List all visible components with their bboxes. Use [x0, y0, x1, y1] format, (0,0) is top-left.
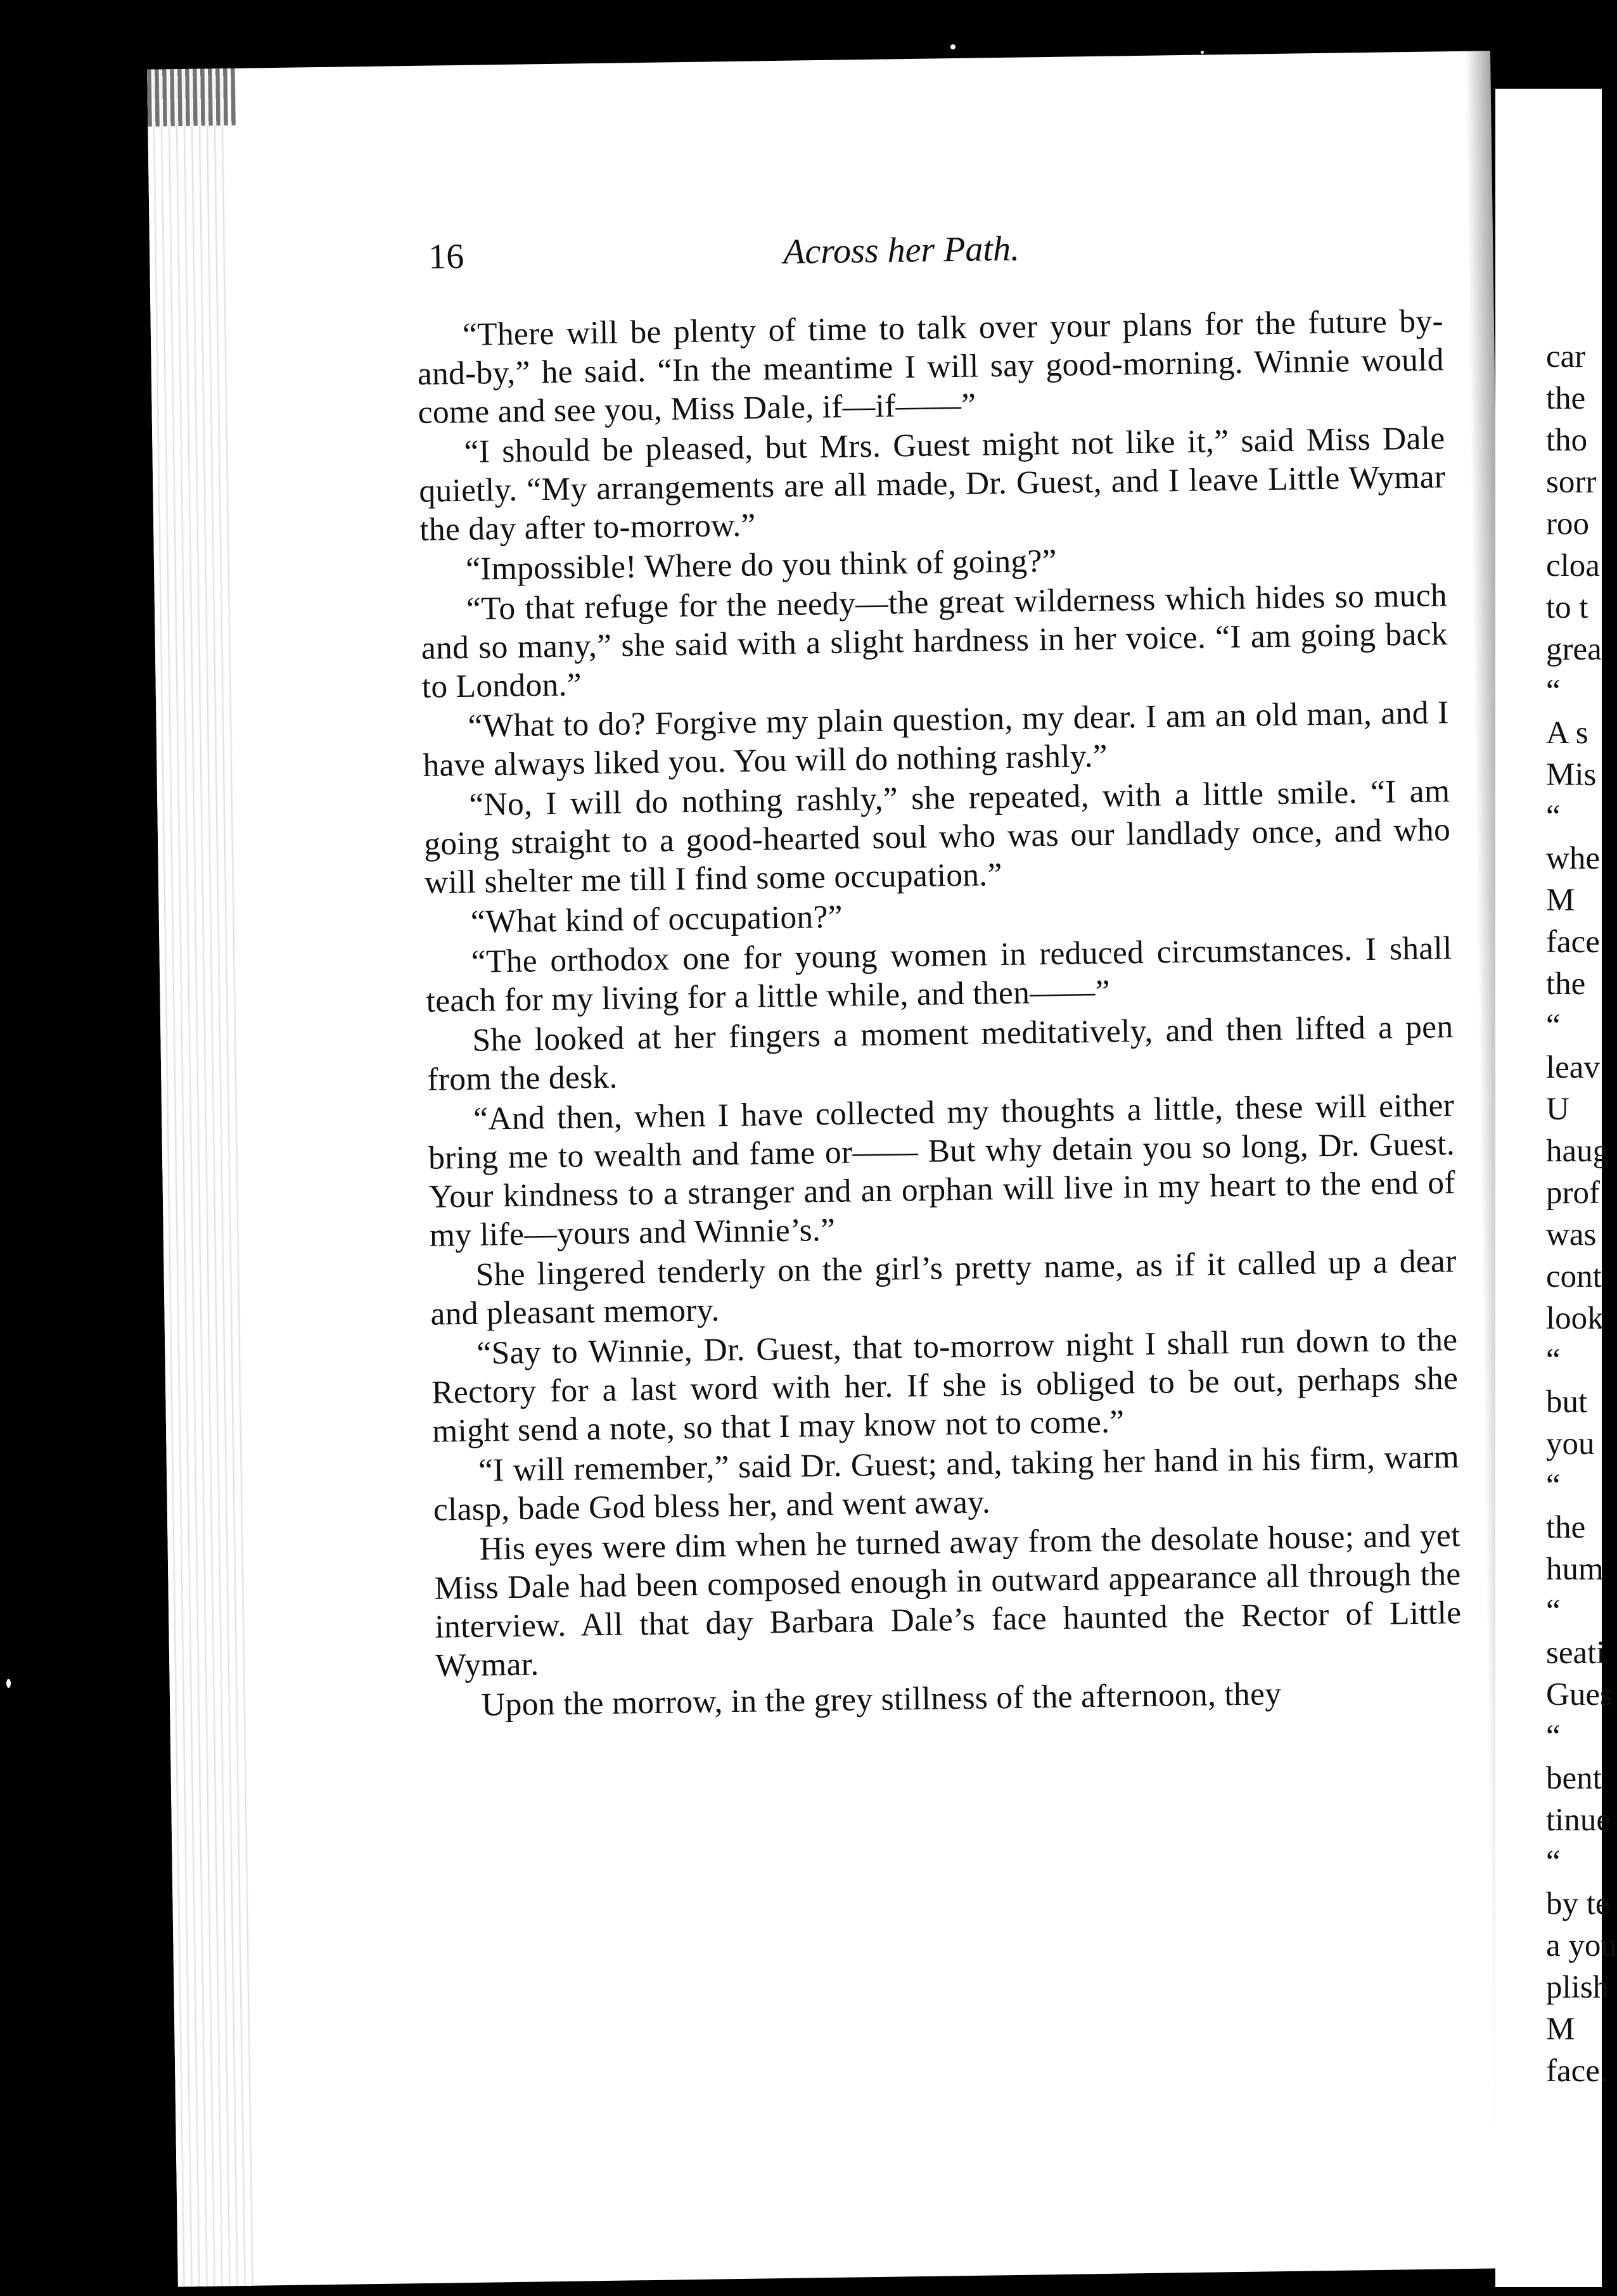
book-page [147, 51, 1521, 2286]
facing-page-fragment: you [1546, 1426, 1595, 1462]
paragraph: Upon the morrow, in the grey stillness of the afternoon, they [481, 1676, 1282, 1723]
paragraph: “What kind of occupation?” [470, 898, 843, 940]
scan-speck [6, 1679, 11, 1688]
facing-page-fragment: bent [1546, 1761, 1602, 1796]
facing-page-fragment: prof [1546, 1175, 1600, 1211]
facing-page-fragment: a you [1546, 1928, 1617, 1963]
page-header [428, 223, 1405, 300]
page-number: 16 [428, 236, 464, 277]
paragraph: His eyes were dim when he turned away from the desolate house; and yet Miss Dale had been composed enough in outward appearance all through the interview. All that day Barbara Dale’s face haunted the Rector of Little Wymar. [434, 1517, 1462, 1684]
page-edge-top-shading [147, 68, 236, 127]
facing-page-fragment: “ [1546, 1008, 1561, 1043]
facing-page-fragment: “ [1546, 1468, 1561, 1503]
facing-page-fragment: leav [1546, 1050, 1600, 1085]
facing-page-text [1546, 336, 1617, 2092]
facing-page-fragment: the [1546, 1510, 1586, 1545]
facing-page-fragment: “ [1546, 1593, 1561, 1629]
facing-page-fragment: “ [1546, 1844, 1561, 1880]
facing-page-fragment: but [1546, 1384, 1588, 1420]
facing-page-fragment: look [1546, 1301, 1604, 1336]
paragraph: “The orthodox one for young women in reduced circumstances. I shall teach for my living for a little while, and then——” [426, 930, 1453, 1019]
paragraph: “No, I will do nothing rashly,” she repeated, with a little smile. “I am going straight to a good-hearted soul who was our landlady once, and who will shelter me till I find some occupation.” [423, 773, 1451, 901]
facing-page-fragment: U [1546, 1092, 1569, 1127]
scan-speck [950, 44, 955, 49]
paragraph: “I should be pleased, but Mrs. Guest might not like it,” said Miss Dale quietly. “My arrangements are all made, Dr. Guest, and I leave Little Wymar the day after to-morrow.” [419, 420, 1446, 548]
facing-page-fragment: “ [1546, 673, 1561, 709]
running-title: Across her Path. [783, 229, 1020, 272]
facing-page-fragment: face. [1546, 2053, 1608, 2089]
facing-page-fragment: “ [1546, 1343, 1561, 1378]
facing-page-fragment: grea [1546, 632, 1602, 667]
facing-page-fragment: car [1546, 339, 1586, 374]
facing-page-fragment: plish [1546, 1970, 1609, 2005]
facing-page-fragment: roo [1546, 506, 1589, 542]
facing-page-fragment: A s [1546, 715, 1588, 751]
facing-page-fragment: Gues [1546, 1677, 1613, 1712]
facing-page-fragment: face [1546, 924, 1600, 960]
scan-speck [1201, 51, 1204, 54]
facing-page-fragment: by te [1546, 1886, 1610, 1922]
page-edge-stack [147, 68, 254, 2286]
facing-page-fragment: seati [1546, 1635, 1606, 1671]
facing-page-fragment: tho [1546, 423, 1588, 458]
facing-page-fragment: Mis [1546, 757, 1597, 793]
paragraph: “And then, when I have collected my thoughts a little, these will either bring me to wealth and fame or—— But why detain you so long, Dr. Guest. Your kindness to a stranger and an orphan will live in my heart to the end of my life—yours and Winnie’s.” [428, 1087, 1456, 1254]
facing-page-fragment: M [1546, 2012, 1575, 2047]
facing-page-fragment: “ [1546, 799, 1561, 834]
facing-page-fragment: to t [1546, 590, 1588, 625]
facing-page-fragment: cont [1546, 1259, 1602, 1294]
facing-page [1495, 89, 1617, 2287]
facing-page-fragment: was [1546, 1217, 1597, 1253]
paragraph: “There will be plenty of time to talk over your plans for the future by-and-by,” he said. “In the meantime I will say good-morning. Winnie would come and see you, Miss Dale, if—if——” [417, 303, 1445, 431]
paragraph: She lingered tenderly on the girl’s pretty name, as if it called up a dear and pleasant memory. [430, 1243, 1457, 1332]
paragraph: “Impossible! Where do you think of going?” [465, 542, 1058, 587]
paragraph: She looked at her fingers a moment meditatively, and then lifted a pen from the desk. [427, 1009, 1454, 1098]
facing-page-fragment: whe [1546, 841, 1600, 876]
facing-page-fragment: tinue [1546, 1802, 1611, 1838]
facing-page-fragment: the [1546, 966, 1586, 1002]
paragraph: “Say to Winnie, Dr. Guest, that to-morrow night I shall run down to the Rectory for a last word with her. If she is obliged to be out, perhaps she might send a note, so that I may know not to come.” [431, 1322, 1459, 1450]
facing-page-fragment: M [1546, 883, 1575, 918]
paragraph: “What to do? Forgive my plain question, my dear. I am an old man, and I have always liked you. You will do nothing rashly.” [423, 694, 1449, 784]
paragraph: “To that refuge for the needy—the great wilderness which hides so much and so many,” she said with a slight hardness in her voice. “I am going back to London.” [421, 577, 1448, 705]
facing-page-fragment: “ [1546, 1719, 1561, 1754]
facing-page-fragment: the [1546, 381, 1586, 416]
paragraph: “I will remember,” said Dr. Guest; and, taking her hand in his firm, warm clasp, bade God bless her, and went away. [433, 1439, 1460, 1528]
facing-page-fragment: cloa [1546, 548, 1600, 584]
body-text [417, 302, 1463, 1726]
facing-page-fragment: hum [1546, 1552, 1604, 1587]
facing-page-fragment: haug [1546, 1133, 1609, 1169]
facing-page-fragment: sorr [1546, 464, 1597, 500]
